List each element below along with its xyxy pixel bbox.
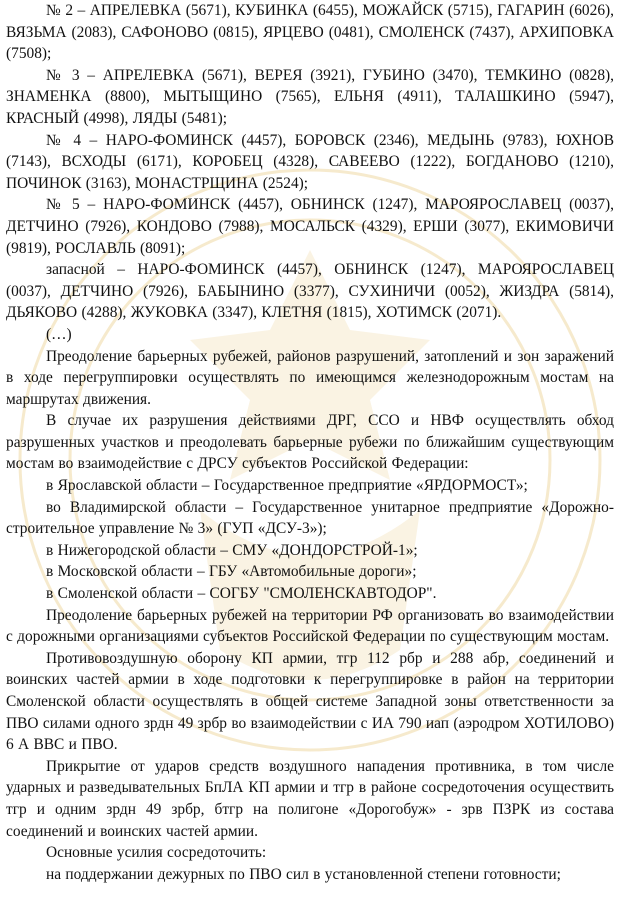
air-cover-paragraph: Прикрытие от ударов средств воздушного нападения противника, в том числе ударных и разведывательных БпЛА КП армии и тгр в районе сосредоточения осуществить тгр и одним зрдн 49 зрбр, бтгр на полигоне «Дорогобуж» - зрв ПЗРК из состава соединений и воинских частей армии. xyxy=(6,757,614,840)
yaroslavl-item: в Ярославской области – Государственное предприятие «ЯРДОРМОСТ»; xyxy=(46,477,528,495)
bypass-paragraph: В случае их разрушения действиями ДРГ, ССО и НВФ осуществлять обход разрушенных участков и преодолевать барьерные рубежи по ближайшим существующим мостам во взаимодействие с ДРСУ субъектов Российской Федерации: xyxy=(6,412,614,473)
route-4-paragraph: № 4 – НАРО-ФОМИНСК (4457), БОРОВСК (2346), МЕДЫНЬ (9783), ЮХНОВ (7143), ВСХОДЫ (6171), КОРОБЕЦ (4328), САВЕЕВО (1222), БОГДАНОВО (1210), ПОЧИНОК (3163), МОНАСТРЩИНА (2524); xyxy=(6,131,614,192)
readiness-paragraph: на поддержании дежурных по ПВО сил в установленной степени готовности; xyxy=(46,865,561,883)
air-defense-paragraph: Противовоздушную оборону КП армии, тгр 112 рбр и 288 абр, соединений и воинских частей армии в ходе подготовки к перегруппировке в район на территории Смоленской области осуществлять в общей системе Западной зоны ответственности за ПВО силами одного зрдн 49 зрбр во взаимодействии с ИА 790 иап (аэродром ХОТИЛОВО) 6 А ВВС и ПВО. xyxy=(6,649,614,754)
route-2-paragraph: № 2 – АПРЕЛЕВКА (5671), КУБИНКА (6455), МОЖАЙСК (5715), ГАГАРИН (6026), ВЯЗЬМА (2083), САФОНОВО (0815), ЯРЦЕВО (0481), СМОЛЕНСК (7437), АРХИПОВКА (7508); xyxy=(6,2,614,63)
ellipsis-paragraph: (…) xyxy=(46,325,72,343)
main-efforts-paragraph: Основные усилия сосредоточить: xyxy=(46,844,267,862)
route-3-paragraph: № 3 – АПРЕЛЕВКА (5671), ВЕРЕЯ (3921), ГУБИНО (3470), ТЕМКИНО (0828), ЗНАМЕНКА (8800), МЫТЫЩИНО (7565), ЕЛЬНЯ (4911), ТАЛАШКИНО (5947), КРАСНЫЙ (4998), ЛЯДЫ (5481); xyxy=(6,66,614,127)
nizhny-novgorod-item: в Нижегородской области – СМУ «ДОНДОРСТРОЙ-1»; xyxy=(46,541,418,559)
smolensk-item: в Смоленской области – СОГБУ "СМОЛЕНСКАВТОДОР". xyxy=(46,585,437,603)
vladimir-item: во Владимирской области – Государственное унитарное предприятие «Дорожно-строительное управление № 3» (ГУП «ДСУ-3»); xyxy=(6,498,614,538)
reserve-route-paragraph: запасной – НАРО-ФОМИНСК (4457), ОБНИНСК (1247), МАРОЯРОСЛАВЕЦ (0037), ДЕТЧИНО (7926), БАБЫНИНО (3377), СУХИНИЧИ (0052), ЖИЗДРА (5814), ДЬЯКОВО (4288), ЖУКОВКА (3347), КЛЕТНЯ (1815), ХОТИМСК (2071). xyxy=(6,261,614,322)
moscow-item: в Московской области – ГБУ «Автомобильные дороги»; xyxy=(46,563,417,581)
barrier-rf-paragraph: Преодоление барьерных рубежей на территории РФ организовать во взаимодействии с дорожными организациями субъектов Российской Федерации по существующим мостам. xyxy=(6,606,614,646)
route-5-paragraph: № 5 – НАРО-ФОМИНСК (4457), ОБНИНСК (1247), МАРОЯРОСЛАВЕЦ (0037), ДЕТЧИНО (7926), КОНДОВО (7988), МОСАЛЬСК (4329), ЕРШИ (3077), ЕКИМОВИЧИ (9819), РОСЛАВЛЬ (8091); xyxy=(6,196,614,257)
barrier-crossing-paragraph: Преодоление барьерных рубежей, районов разрушений, затоплений и зон заражений в ходе перегруппировки осуществлять по имеющимся железнодорожным мостам на маршрутах движения. xyxy=(6,347,614,408)
